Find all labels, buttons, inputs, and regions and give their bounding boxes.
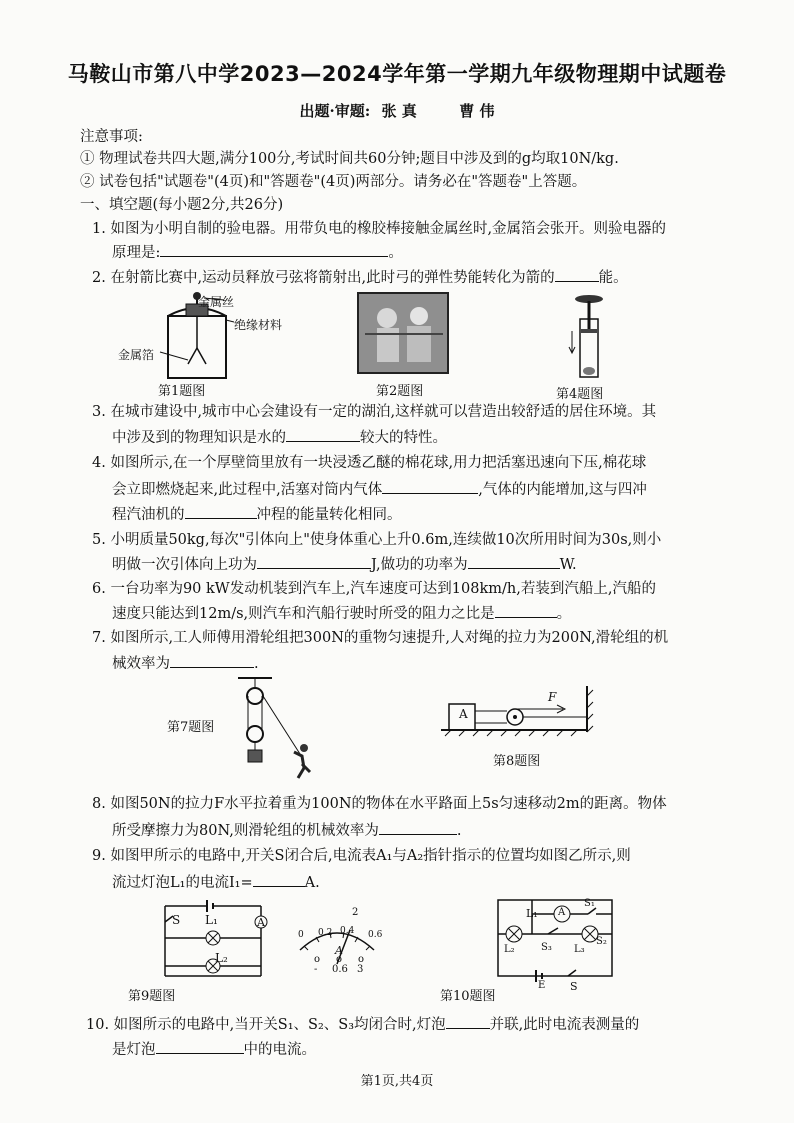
exam-authors bbox=[0, 100, 794, 121]
answer-blank bbox=[257, 554, 371, 569]
figure-8-label-f: F bbox=[548, 690, 557, 704]
authors-label: 出题·审题: bbox=[299, 102, 371, 120]
question-7-line-2: 械效率为 . bbox=[112, 653, 259, 674]
answer-blank bbox=[379, 820, 457, 835]
figure-10-label-s2: S₂ bbox=[596, 936, 607, 947]
figure-9-label-s: S bbox=[172, 913, 181, 927]
figure-8-label-a: A bbox=[459, 707, 468, 721]
figure-1-label-wire: 金属丝 bbox=[198, 295, 235, 309]
figure-4-caption: 第4题图 bbox=[556, 387, 604, 402]
figure-2-archery-photo bbox=[357, 292, 449, 374]
question-4-line-1: 4. 如图所示,在一个厚壁筒里放有一块浸透乙醚的棉花球,用力把活塞迅速向下压,棉花球 bbox=[92, 455, 647, 471]
notes-heading: 注意事项: bbox=[80, 129, 143, 145]
figure-9-caption: 第9题图 bbox=[128, 989, 176, 1004]
figure-10-label-l3: L₃ bbox=[574, 944, 585, 955]
figure-9-dot-right: o bbox=[358, 954, 365, 965]
figure-10-label-s3: S₃ bbox=[541, 942, 552, 953]
answer-blank bbox=[382, 479, 478, 494]
figure-7-pulley-system bbox=[232, 674, 322, 784]
question-8-line-1: 8. 如图50N的拉力F水平拉着重为100N的物体在水平路面上5s匀速移动2m的距离。物体 bbox=[92, 796, 667, 812]
author-1: 张 真 bbox=[381, 102, 417, 120]
figure-9-dial-top: 2 bbox=[352, 907, 359, 918]
note-item-2: ② 试卷包括"试题卷"(4页)和"答题卷"(4页)两部分。请务必在"答题卷"上答题。 bbox=[80, 174, 587, 190]
question-4-line-3: 程汽油机的 冲程的能量转化相同。 bbox=[112, 504, 402, 525]
answer-blank bbox=[468, 554, 560, 569]
section-heading: 一、填空题(每小题2分,共26分) bbox=[80, 197, 284, 213]
note-item-1: ① 物理试卷共四大题,满分100分,考试时间共60分钟;题目中涉及到的g均取10N/kg. bbox=[80, 151, 619, 167]
page-footer: 第1页,共4页 bbox=[360, 1074, 434, 1089]
figure-9-meter-a: A bbox=[335, 944, 343, 957]
question-10-line-1: 10. 如图所示的电路中,当开关S₁、S₂、S₃均闭合时,灯泡 并联,此时电流表测量的 bbox=[86, 1014, 639, 1035]
answer-blank bbox=[446, 1014, 490, 1029]
figure-10-label-l1: L₁ bbox=[526, 907, 538, 920]
figure-7-caption: 第7题图 bbox=[167, 720, 215, 735]
answer-blank bbox=[286, 427, 360, 442]
question-2: 2. 在射箭比赛中,运动员释放弓弦将箭射出,此时弓的弹性势能转化为箭的 能。 bbox=[92, 267, 628, 288]
answer-blank bbox=[253, 872, 305, 887]
answer-blank bbox=[156, 1039, 244, 1054]
author-2: 曹 伟 bbox=[459, 102, 495, 120]
figure-4-fire-syringe bbox=[564, 291, 614, 381]
answer-blank bbox=[555, 267, 599, 282]
figure-10-label-s: S bbox=[570, 980, 578, 993]
figure-9-tick-2: 0.4 bbox=[340, 926, 355, 936]
figure-10-label-l2: L₂ bbox=[504, 944, 515, 955]
question-5-line-2: 明做一次引体向上功为 J,做功的功率为 W. bbox=[112, 554, 577, 575]
question-4-line-2: 会立即燃烧起来,此过程中,活塞对筒内气体 ,气体的内能增加,这与四冲 bbox=[112, 479, 647, 500]
figure-1-label-insulator: 绝缘材料 bbox=[234, 318, 283, 332]
question-6-line-2: 速度只能达到12m/s,则汽车和汽船行驶时所受的阻力之比是 。 bbox=[112, 603, 571, 624]
figure-9-term-right: 3 bbox=[357, 964, 364, 975]
question-7-line-1: 7. 如图所示,工人师傅用滑轮组把300N的重物匀速提升,人对绳的拉力为200N,滑轮组的机 bbox=[92, 630, 669, 646]
figure-10-label-e: E bbox=[538, 980, 546, 991]
exam-title: 马鞍山市第八中学2023—2024学年第一学期九年级物理期中试题卷 bbox=[67, 62, 727, 86]
figure-10-label-s1: S₁ bbox=[584, 898, 595, 909]
figure-1-label-foil: 金属箔 bbox=[118, 348, 155, 362]
answer-blank bbox=[160, 242, 388, 257]
figure-9-dot-mid: o bbox=[336, 954, 343, 965]
figure-9-term-left: - bbox=[314, 964, 318, 975]
question-1-line-1: 1. 如图为小明自制的验电器。用带负电的橡胶棒接触金属丝时,金属箔会张开。则验电器的 bbox=[92, 221, 667, 237]
figure-9-label-l1: L₁ bbox=[205, 913, 218, 927]
question-9-line-2: 流过灯泡L₁的电流I₁= A. bbox=[112, 872, 320, 893]
figure-9-tick-0: 0 bbox=[298, 930, 304, 940]
question-1-line-2: 原理是: 。 bbox=[112, 242, 403, 263]
figure-9-circuit bbox=[157, 898, 269, 982]
question-10-line-2: 是灯泡 中的电流。 bbox=[112, 1039, 316, 1060]
question-9-line-1: 9. 如图甲所示的电路中,开关S闭合后,电流表A₁与A₂指针指示的位置均如图乙所示,则 bbox=[92, 848, 631, 864]
figure-9-tick-1: 0.2 bbox=[318, 928, 333, 938]
figure-9-label-l2: L₂ bbox=[215, 951, 228, 965]
figure-2-caption: 第2题图 bbox=[376, 384, 424, 399]
answer-blank bbox=[170, 653, 254, 668]
figure-9-dot-left: o bbox=[314, 954, 321, 965]
figure-9-tick-3: 0.6 bbox=[368, 930, 383, 940]
figure-10-caption: 第10题图 bbox=[440, 989, 496, 1004]
figure-1-caption: 第1题图 bbox=[158, 384, 206, 399]
figure-9-term-mid: 0.6 bbox=[332, 964, 348, 975]
answer-blank bbox=[185, 504, 257, 519]
question-5-line-1: 5. 小明质量50kg,每次"引体向上"使身体重心上升0.6m,连续做10次所用时间为30s,则小 bbox=[92, 532, 662, 548]
question-6-line-1: 6. 一台功率为90 kW发动机装到汽车上,汽车速度可达到108km/h,若装到汽船上,汽船的 bbox=[92, 581, 656, 597]
figure-10-label-a: A bbox=[558, 907, 566, 918]
figure-9-label-a: A bbox=[257, 916, 265, 929]
answer-blank bbox=[495, 603, 557, 618]
question-3-line-1: 3. 在城市建设中,城市中心会建设有一定的湖泊,这样就可以营造出较舒适的居住环境。其 bbox=[92, 404, 657, 420]
question-8-line-2: 所受摩擦力为80N,则滑轮组的机械效率为 . bbox=[112, 820, 461, 841]
question-3-line-2: 中涉及到的物理知识是水的 较大的特性。 bbox=[112, 427, 447, 448]
figure-8-caption: 第8题图 bbox=[493, 754, 541, 769]
